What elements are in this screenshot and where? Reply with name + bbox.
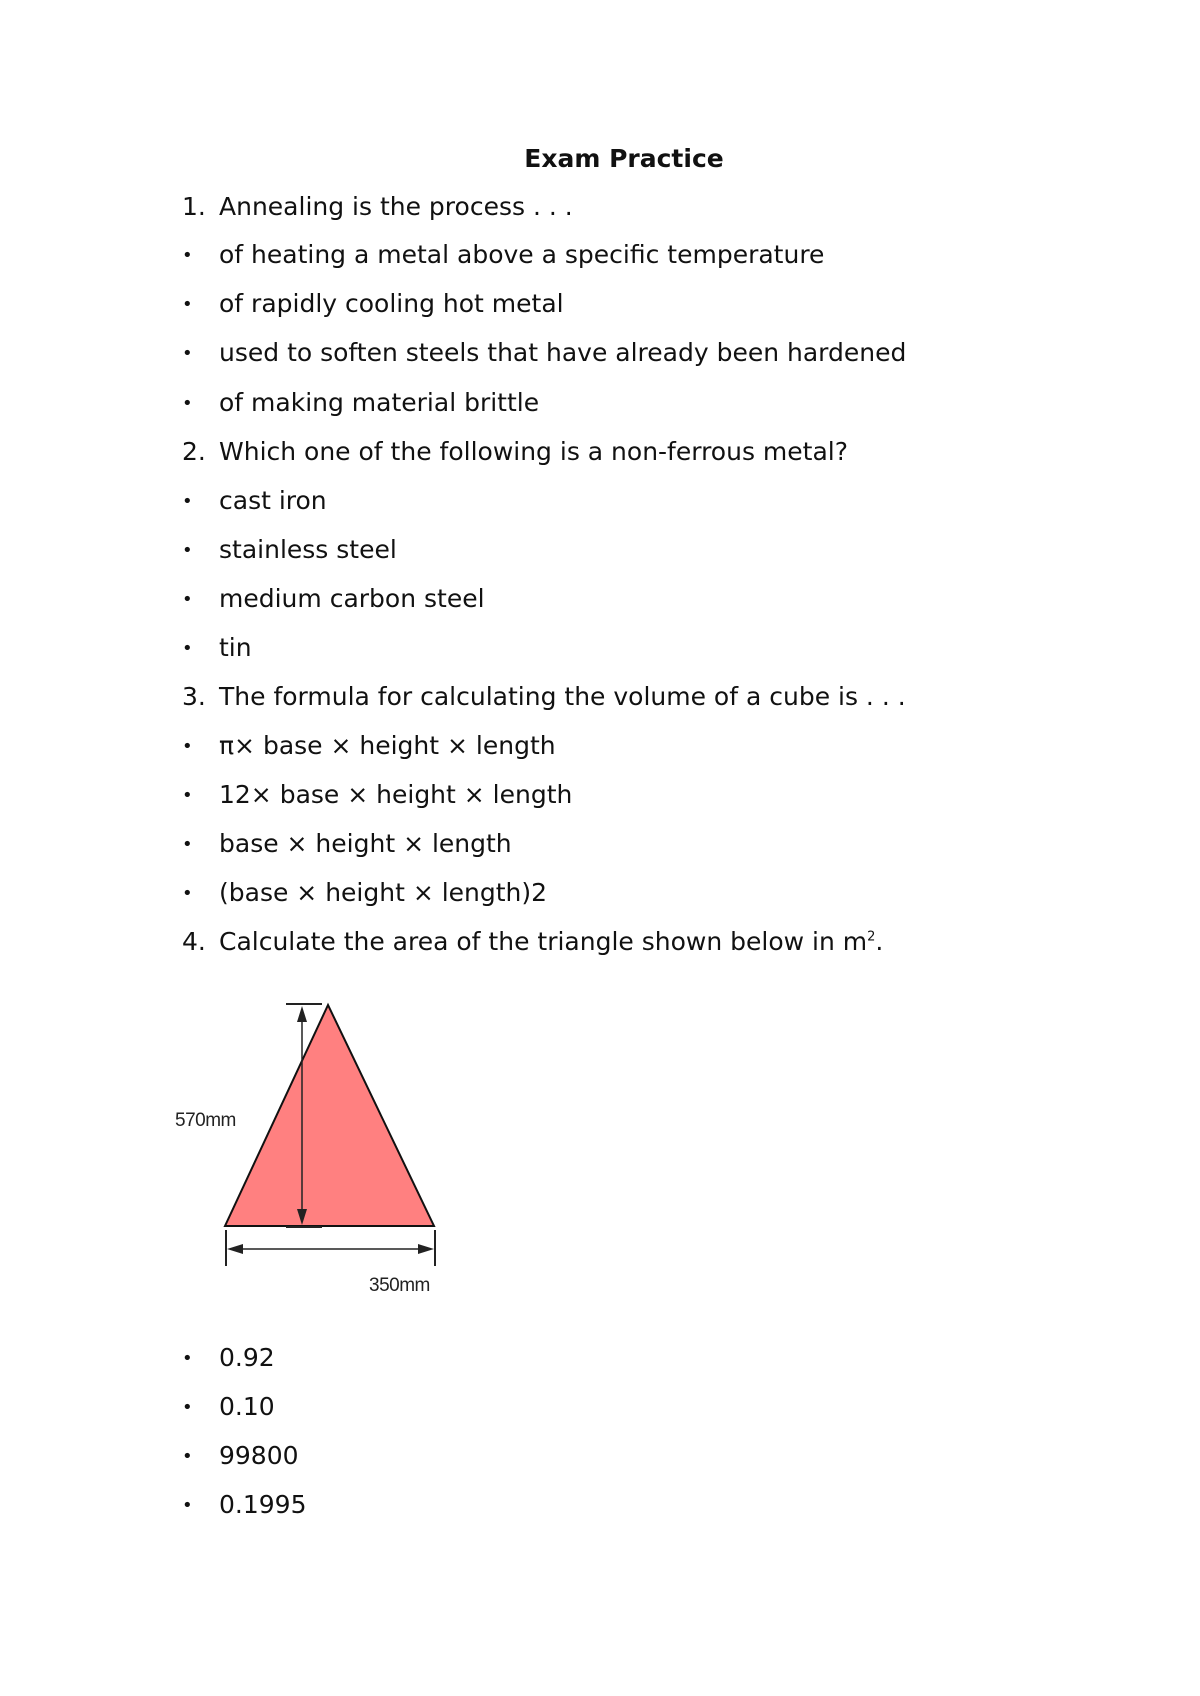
arrow-up-icon [297, 1006, 307, 1022]
option-text: 0.10 [219, 1392, 275, 1421]
question-2 [182, 435, 848, 469]
option-text: base × height × length [219, 829, 512, 858]
option-text: of rapidly cooling hot metal [219, 289, 564, 318]
bullet-icon: • [182, 393, 193, 414]
arrow-left-icon [227, 1244, 243, 1254]
bullet-icon: • [182, 883, 193, 904]
option-text: 12× base × height × length [219, 780, 573, 809]
question-number: 4. [182, 927, 206, 956]
question-text: Calculate the area of the triangle shown below in m [219, 927, 868, 956]
bullet-icon: • [182, 1495, 193, 1516]
option-item [182, 386, 539, 423]
option-text: used to soften steels that have already been hardened [219, 338, 907, 367]
bullet-icon: • [182, 785, 193, 806]
option-item [182, 582, 485, 619]
bullet-icon: • [182, 589, 193, 610]
option-text: tin [219, 633, 252, 662]
option-item [182, 1341, 275, 1378]
option-text: of making material brittle [219, 388, 540, 417]
option-text: 0.92 [219, 1343, 275, 1372]
bullet-icon: • [182, 343, 193, 364]
question-text: The formula for calculating the volume of a cube is . . . [219, 682, 906, 711]
option-text: of heating a metal above a specific temperature [219, 240, 825, 269]
option-item [182, 729, 556, 766]
bullet-icon: • [182, 1397, 193, 1418]
option-text: (base × height × length)2 [219, 878, 548, 907]
option-item [182, 1488, 306, 1525]
option-text: π× base × height × length [219, 731, 556, 760]
bullet-icon: • [182, 1348, 193, 1369]
base-label: 350mm [369, 1275, 430, 1296]
arrow-right-icon [418, 1244, 434, 1254]
superscript: 2 [867, 929, 876, 945]
option-item [182, 533, 397, 570]
bullet-icon: • [182, 540, 193, 561]
option-text: medium carbon steel [219, 584, 485, 613]
option-text: 99800 [219, 1441, 299, 1470]
option-item [182, 631, 252, 668]
question-text: Annealing is the process . . . [219, 192, 573, 221]
option-item [182, 287, 564, 324]
option-text: 0.1995 [219, 1490, 307, 1519]
question-1 [182, 190, 573, 224]
question-number: 1. [182, 192, 206, 221]
option-item [182, 1439, 299, 1476]
bullet-icon: • [182, 1446, 193, 1467]
question-text-suffix: . [875, 927, 884, 956]
question-3 [182, 680, 906, 714]
bullet-icon: • [182, 638, 193, 659]
bullet-icon: • [182, 245, 193, 266]
bullet-icon: • [182, 294, 193, 315]
question-text: Which one of the following is a non-ferrous metal? [219, 437, 848, 466]
option-text: cast iron [219, 486, 327, 515]
option-text: stainless steel [219, 535, 397, 564]
question-number: 2. [182, 437, 206, 466]
option-item [182, 778, 572, 815]
question-number: 3. [182, 682, 206, 711]
option-item [182, 238, 824, 275]
height-label: 570mm [175, 1110, 236, 1131]
bullet-icon: • [182, 491, 193, 512]
option-item [182, 876, 547, 913]
option-item [182, 827, 512, 864]
question-4 [182, 925, 883, 959]
page-title: Exam Practice [524, 144, 724, 173]
option-item [182, 336, 906, 373]
bullet-icon: • [182, 834, 193, 855]
bullet-icon: • [182, 736, 193, 757]
triangle-diagram [160, 990, 580, 1330]
option-item [182, 1390, 275, 1427]
triangle-shape [225, 1005, 434, 1226]
option-item [182, 484, 327, 521]
